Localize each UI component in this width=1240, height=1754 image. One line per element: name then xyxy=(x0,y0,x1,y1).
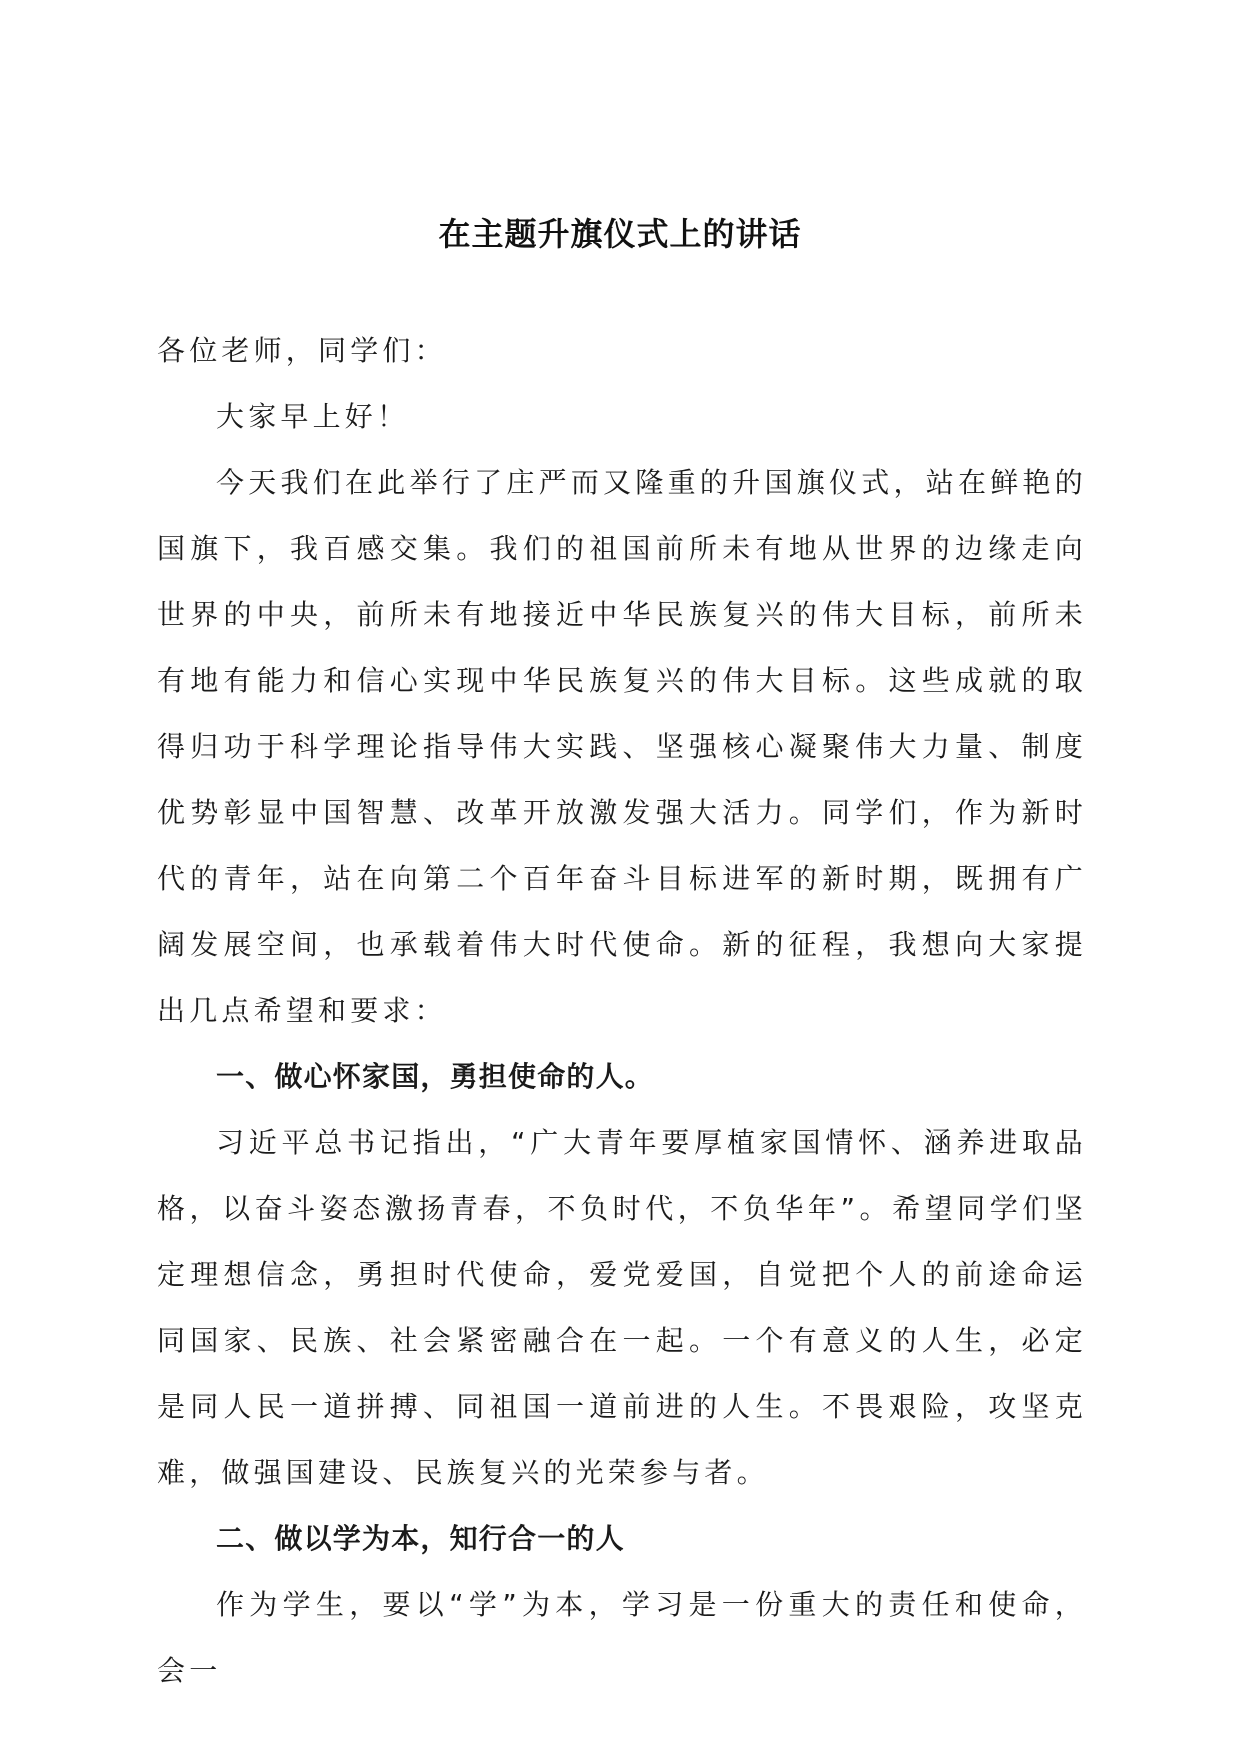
paragraph-2: 习近平总书记指出，“广大青年要厚植家国情怀、涵养进取品格，以奋斗姿态激扬青春，不负时代，不负华年”。希望同学们坚定理想信念，勇担时代使命，爱党爱国，自觉把个人的前途命运同国家、民族、社会紧密融合在一起。一个有意义的人生，必定是同人民一道拼搏、同祖国一道前进的人生。不畏艰险，攻坚克难，做强国建设、民族复兴的光荣参与者。 xyxy=(157,1126,1087,1489)
greeting: 大家早上好！ xyxy=(216,400,410,433)
paragraph-1: 今天我们在此举行了庄严而又隆重的升国旗仪式，站在鲜艳的国旗下，我百感交集。我们的祖国前所未有地从世界的边缘走向世界的中央，前所未有地接近中华民族复兴的伟大目标，前所未有地有能力和信心实现中华民族复兴的伟大目标。这些成就的取得归功于科学理论指导伟大实践、坚强核心凝聚伟大力量、制度优势彰显中国智慧、改革开放激发强大活力。同学们，作为新时代的青年，站在向第二个百年奋斗目标进军的新时期，既拥有广阔发展空间，也承载着伟大时代使命。新的征程，我想向大家提出几点希望和要求： xyxy=(157,466,1087,1027)
paragraph-3: 作为学生，要以“学”为本，学习是一份重大的责任和使命，会一 xyxy=(157,1588,1087,1687)
section-heading-1: 一、做心怀家国，勇担使命的人。 xyxy=(216,1060,655,1093)
section-heading-2: 二、做以学为本，知行合一的人 xyxy=(216,1522,625,1555)
salutation: 各位老师，同学们： xyxy=(157,334,447,367)
document-title: 在主题升旗仪式上的讲话 xyxy=(438,215,802,253)
document-body xyxy=(157,318,1087,1704)
